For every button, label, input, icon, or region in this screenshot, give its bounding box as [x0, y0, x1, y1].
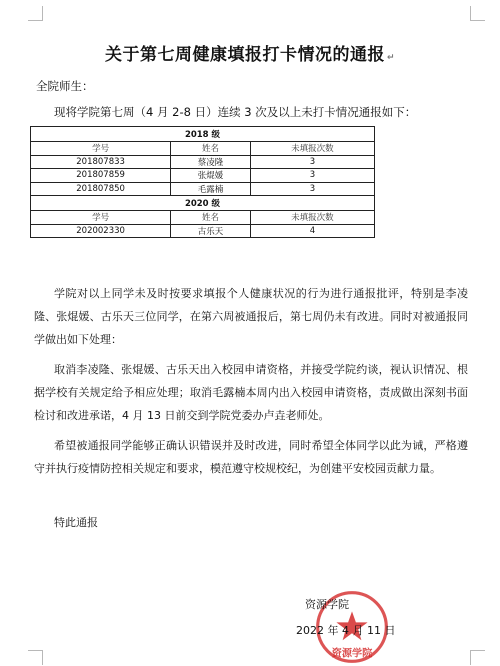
table-row: [31, 169, 375, 183]
title-text: 关于第七周健康填报打卡情况的通报: [104, 45, 385, 65]
missed-count-cell: 3: [250, 155, 374, 169]
year-label: 2020 级: [31, 196, 375, 211]
column-header-count: 未填报次数: [250, 211, 374, 225]
student-id-cell: 202002330: [31, 224, 171, 238]
missed-count-cell: 4: [250, 224, 374, 238]
table-row: [31, 224, 375, 238]
table-year-row: [31, 196, 375, 211]
roster-table: [30, 126, 375, 238]
signature-date: 2022 年 4 月 11 日: [296, 624, 396, 637]
student-id-cell: 201807859: [31, 169, 171, 183]
column-header-name: 姓名: [171, 142, 251, 156]
student-name-cell: 蔡凌隆: [171, 155, 251, 169]
intro-text: 现将学院第七周（4 月 2-8 日）连续 3 次及以上未打卡情况通报如下：: [54, 105, 417, 119]
missed-count-cell: 3: [250, 169, 374, 183]
student-name-cell: 毛露楠: [171, 182, 251, 196]
column-header-count: 未填报次数: [250, 142, 374, 156]
column-header-name: 姓名: [171, 211, 251, 225]
table-row: [31, 182, 375, 196]
document-title: [0, 40, 500, 65]
body-paragraph: 学院对以上同学未及时按要求填报个人健康状况的行为进行通报批评，特别是李凌隆、张焜媛、古乐天三位同学，在第六周被通报后，第七周仍未有改进。同时对被通报同学做出如下处理：: [34, 287, 468, 346]
body-paragraph: 取消李凌隆、张焜媛、古乐天出入校园申请资格，并接受学院约谈，视认识情况、根据学校有关规定给予相应处理；取消毛露楠本周内出入校园申请资格，责成做出深刻书面检讨和改进承诺，4 月 13 日前交到学院党委办卢垚老师处。: [34, 363, 468, 422]
page-corner-mark: [28, 650, 43, 665]
table-header-row: [31, 142, 375, 156]
column-header-id: 学号: [31, 211, 171, 225]
student-id-cell: 201807850: [31, 182, 171, 196]
body-paragraph: 希望被通报同学能够正确认识错误并及时改进，同时希望全体同学以此为诫，严格遵守并执行疫情防控相关规定和要求，模范遵守校规校纪，为创建平安校园贡献力量。: [34, 439, 468, 475]
svg-text:资源学院: 资源学院: [331, 648, 373, 660]
table-header-row: [31, 211, 375, 225]
page-corner-mark: [470, 6, 485, 21]
student-id-cell: 201807833: [31, 155, 171, 169]
page-corner-mark: [470, 650, 485, 665]
missed-count-cell: 3: [250, 182, 374, 196]
page-corner-mark: [28, 6, 43, 21]
table-row: [31, 155, 375, 169]
student-name-cell: 古乐天: [171, 224, 251, 238]
column-header-id: 学号: [31, 142, 171, 156]
salutation: 全院师生：: [36, 79, 94, 93]
student-name-cell: 张焜媛: [171, 169, 251, 183]
table-year-row: [31, 127, 375, 142]
closing-line: 特此通报: [54, 516, 98, 529]
signature-org: 资源学院: [305, 598, 349, 611]
paragraph-mark: ↵: [386, 53, 396, 63]
year-label: 2018 级: [31, 127, 375, 142]
